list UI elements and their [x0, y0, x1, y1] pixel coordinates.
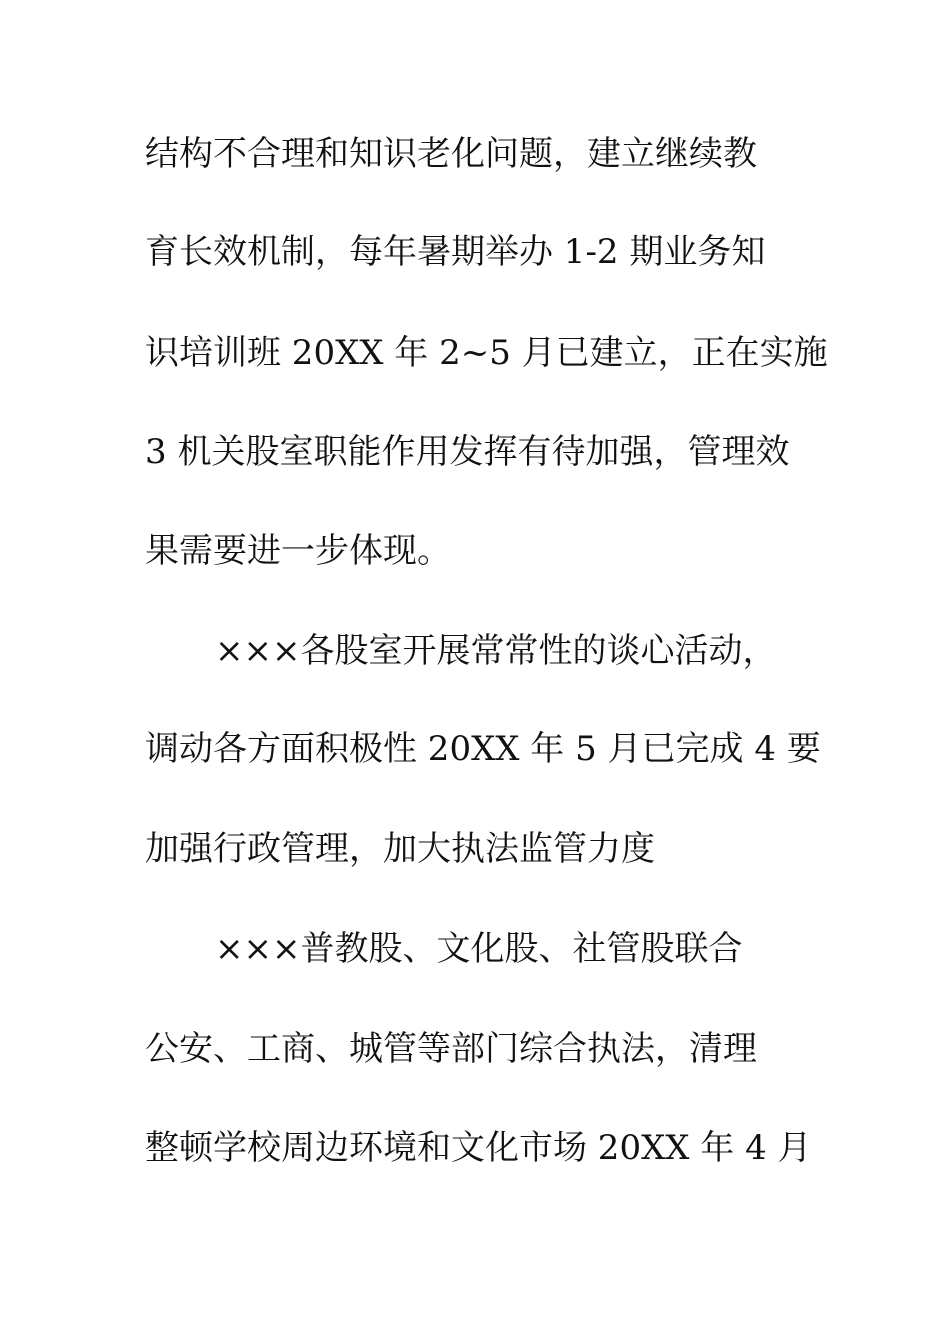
- text-line: 公安、工商、城管等部门综合执法，清理: [145, 1029, 757, 1069]
- text-line-indented: ×××普教股、文化股、社管股联合: [215, 929, 743, 969]
- text-line: 结构不合理和知识老化问题，建立继续教: [145, 134, 757, 174]
- text-line: 调动各方面积极性 20XX 年 5 月已完成 4 要: [145, 729, 821, 769]
- text-line: 3 机关股室职能作用发挥有待加强，管理效: [145, 432, 790, 472]
- text-line: 育长效机制，每年暑期举办 1-2 期业务知: [145, 232, 766, 272]
- text-line: 加强行政管理，加大执法监管力度: [145, 829, 655, 869]
- text-line: 整顿学校周边环境和文化市场 20XX 年 4 月: [145, 1128, 812, 1168]
- text-line: 识培训班 20XX 年 2~5 月已建立，正在实施: [145, 333, 828, 373]
- text-line: 果需要进一步体现。: [145, 531, 451, 571]
- text-line-indented: ×××各股室开展常常性的谈心活动，: [215, 631, 777, 671]
